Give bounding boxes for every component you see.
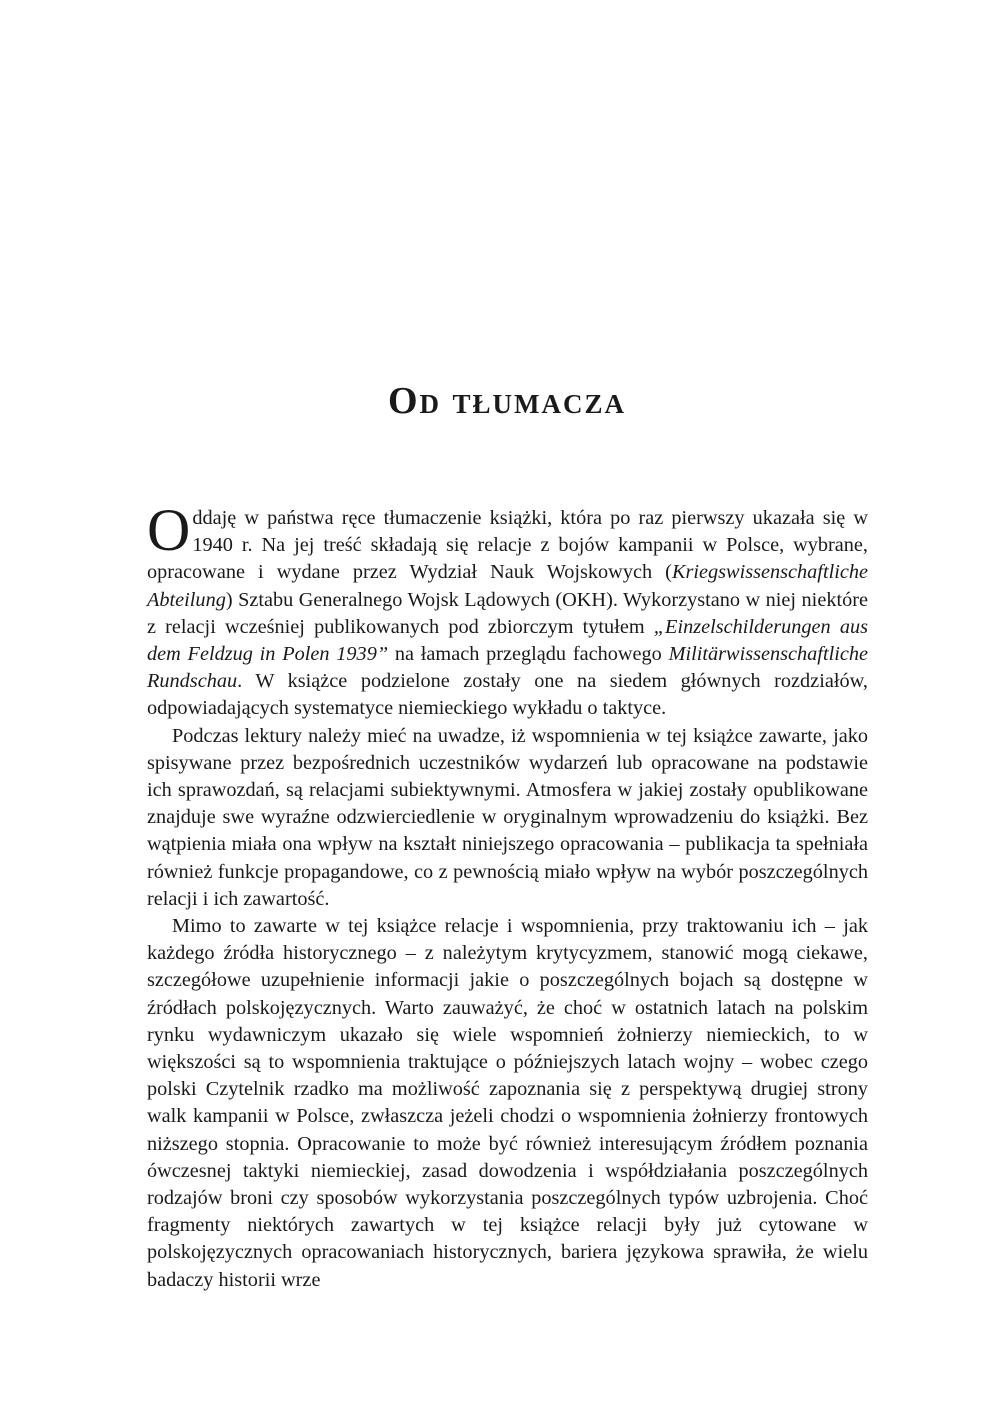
drop-cap: O (147, 497, 191, 563)
paragraph-1-text-3: na łamach przeglądu fachowego (388, 643, 669, 666)
paragraph-2: Podczas lektury należy mieć na uwadze, iż wspomnienia w tej książce zawarte, jako spisywane przez bezpośrednich uczestników wydarzeń lub opracowane na podstawie ich sprawozdań, są relacjami subiektywnymi. Atmosfera w jakiej zostały opublikowane znajduje swe wyraźne odzwierciedlenie w oryginalnym wprowadzeniu do książki. Bez wątpienia miała ona wpływ na kształt niniejszego opracowania – publikacja ta spełniała również funkcje propagandowe, co z pewnością miało wpływ na wybór poszczególnych relacji i ich zawartość. (147, 724, 868, 910)
paragraph-1 (147, 497, 868, 723)
paragraph-3: Mimo to zawarte w tej książce relacje i wspomnienia, przy traktowaniu ich – jak każdego źródła historycznego – z należytym krytycyzmem, stanowić mogą ciekawe, szczegółowe uzupełnienie informacji jakie o poszczególnych bojach są dostępne w źródłach polskojęzycznych. Warto zauważyć, że choć w ostatnich latach na polskim rynku wydawniczym ukazało się wiele wspomnień żołnierzy niemieckich, to w większości są to wspomnienia traktujące o późniejszych latach wojny – wobec czego polski Czytelnik rzadko ma możliwość zapoznania się z perspektywą drugiej strony walk kampanii w Polsce, zwłaszcza jeżeli chodzi o wspomnienia żołnierzy frontowych niższego stopnia. Opracowanie to może być również interesującym źródłem poznania ówczesnej taktyki niemieckiej, zasad dowodzenia i współdziałania poszczególnych rodzajów broni czy sposobów wykorzystania poszczególnych typów uzbrojenia. Choć fragmenty niektórych zawartych w tej książce relacji były już cytowane w polskojęzycznych opracowaniach historycznych, bariera językowa sprawiła, że wielu badaczy historii wrze (147, 915, 868, 1291)
paragraph-1-italic-2: „Einzelschilderungen aus dem Feldzug in Polen 1939” (147, 615, 868, 666)
paragraph-1-italic-3: Militärwissenschaftliche Rundschau (147, 643, 868, 693)
body-text (147, 497, 868, 1294)
paragraph-1-text-1: ddaję w państwa ręce tłumaczenie książki, która po raz pierwszy ukazała się w 1940 r. Na jej treść składają się relacje z bojów kampanii w Polsce, wybrane, opracowane i wydane przez Wydział Nauk Wojskowych ( (147, 507, 868, 584)
paragraph-1-text-2: ) Sztabu Generalnego Wojsk Lądowych (OKH). Wykorzystano w niej niektóre z relacji wcześniej publikowanych pod zbiorczym tytułem (147, 588, 868, 638)
paragraph-1-text-4: . W książce podzielone zostały one na siedem głównych rozdziałów, odpowiadających systematyce niemieckiego wykładu o taktyce. (147, 670, 868, 720)
chapter-title: Od tłumacza (387, 380, 627, 422)
paragraph-1-italic-1: Kriegswissenschaftliche Abteilung (147, 561, 868, 611)
